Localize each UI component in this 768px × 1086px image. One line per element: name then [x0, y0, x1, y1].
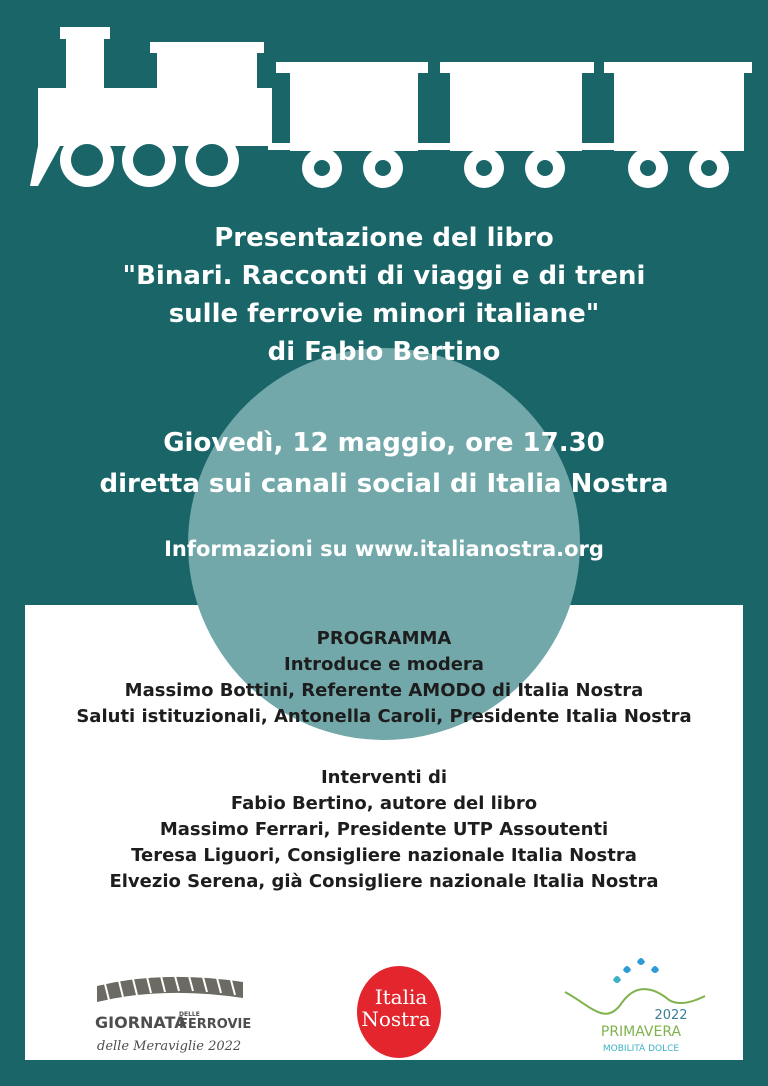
program-section: [0, 626, 768, 730]
primavera-subtitle: MOBILITÀ DOLCE: [602, 1044, 680, 1054]
title-line-4: di Fabio Bertino: [267, 337, 501, 367]
speaker-item: Fabio Bertino, autore del libro: [230, 793, 538, 814]
title-line-1: Presentazione del libro: [214, 223, 554, 253]
giornata-line2: delle Meraviglie 2022: [97, 1039, 242, 1054]
program-intro-label: Introduce e modera: [284, 654, 484, 675]
speaker-item: Massimo Ferrari, Presidente UTP Assoutenti: [159, 819, 609, 840]
program-greetings: Saluti istituzionali, Antonella Caroli, Presidente Italia Nostra: [76, 706, 692, 727]
speakers-heading: Interventi di: [320, 767, 448, 788]
program-moderator: Massimo Bottini, Referente AMODO di Italia Nostra: [124, 680, 644, 701]
event-title: [0, 219, 768, 371]
giornata-word2: FERROVIE: [179, 1017, 252, 1032]
program-heading: PROGRAMMA: [316, 628, 452, 649]
speaker-item: Teresa Liguori, Consigliere nazionale Italia Nostra: [131, 845, 637, 866]
giornata-small: DELLE: [179, 1011, 200, 1018]
title-line-2: "Binari. Racconti di viaggi e di treni: [122, 261, 646, 291]
event-channel: diretta sui canali social di Italia Nostra: [99, 469, 669, 499]
primavera-year: 2022: [654, 1008, 688, 1023]
italia-nostra-logo: [354, 960, 444, 1060]
train-silhouette-icon: [0, 0, 768, 200]
title-line-3: sulle ferrovie minori italiane": [168, 299, 600, 329]
primavera-name: PRIMAVERA: [600, 1024, 682, 1040]
primavera-mobilita-logo: [561, 956, 711, 1060]
event-details: [0, 423, 768, 505]
italia-nostra-line2: Nostra: [361, 1007, 431, 1031]
info-link[interactable]: Informazioni su www.italianostra.org: [164, 537, 604, 561]
giornata-word1: GIORNATA: [95, 1013, 187, 1032]
italia-nostra-line1: Italia: [374, 985, 428, 1009]
sponsor-logos: [25, 950, 743, 1060]
speaker-item: Elvezio Serena, già Consigliere nazionale Italia Nostra: [109, 871, 659, 892]
giornata-ferrovie-logo: [93, 972, 253, 1062]
event-date: Giovedì, 12 maggio, ore 17.30: [163, 428, 605, 458]
speakers-section: [0, 765, 768, 895]
